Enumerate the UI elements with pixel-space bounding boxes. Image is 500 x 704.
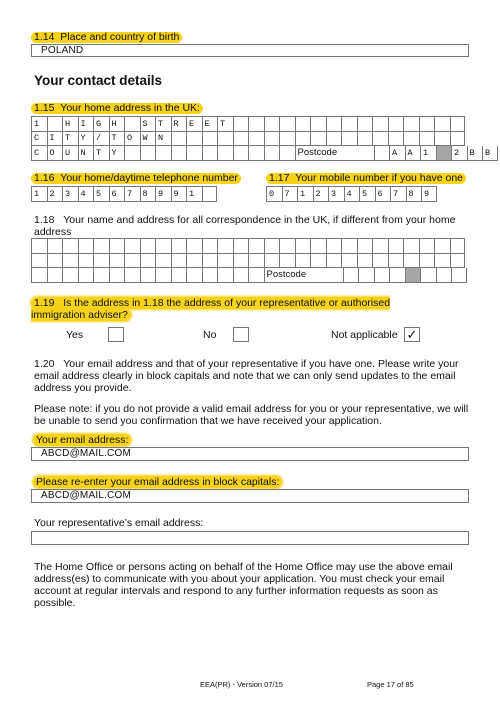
section-title: Your contact details [34, 73, 163, 88]
home-telephone-cells[interactable] [31, 186, 217, 201]
address-cell[interactable] [279, 117, 295, 132]
postcode-label: Postcode [295, 146, 374, 161]
address-cell[interactable] [171, 131, 187, 146]
address-cell[interactable]: C [31, 146, 47, 161]
no-checkbox[interactable] [233, 327, 249, 342]
email-value: ABCD@MAIL.COM [41, 448, 131, 459]
address-cell[interactable]: 1 [31, 117, 47, 132]
mobile-digit-cell[interactable]: 7 [282, 187, 298, 202]
correspondence-cell[interactable] [62, 239, 78, 254]
rep-email-label: Your representative’s email address: [34, 517, 204, 529]
q120-text [34, 358, 469, 394]
address-cell[interactable]: Y [109, 146, 125, 161]
address-cell[interactable] [124, 146, 140, 161]
correspondence-cell[interactable] [62, 253, 78, 268]
phone-digit-cell[interactable]: 7 [124, 187, 140, 202]
address-cell[interactable] [248, 131, 264, 146]
correspondence-line-1[interactable] [31, 238, 465, 253]
q116-label-text: Your home/daytime telephone number [60, 172, 238, 184]
correspondence-cell[interactable] [202, 253, 218, 268]
correspondence-postcode-cell[interactable] [358, 268, 374, 283]
address-cell[interactable]: I [47, 131, 63, 146]
mobile-digit-cell[interactable]: 8 [406, 187, 422, 202]
correspondence-cell[interactable] [310, 239, 326, 254]
phone-digit-cell[interactable]: 5 [93, 187, 109, 202]
correspondence-postcode-cell[interactable] [420, 268, 436, 283]
correspondence-cell[interactable] [217, 268, 233, 283]
correspondence-cell[interactable] [248, 253, 264, 268]
correspondence-postcode-cell[interactable] [374, 268, 390, 283]
mobile-digit-cell[interactable]: 4 [344, 187, 360, 202]
correspondence-cell[interactable] [295, 239, 311, 254]
address-cell[interactable] [217, 131, 233, 146]
address-cell[interactable] [388, 117, 404, 132]
correspondence-cell[interactable] [124, 253, 140, 268]
county-cells[interactable] [31, 146, 295, 161]
q120-note: Please note: if you do not provide a valid email address for you or your representative, we will be unable to send you confirmation that we have received your application. [34, 403, 469, 427]
address-cell[interactable] [403, 131, 419, 146]
address-cell[interactable] [264, 131, 280, 146]
correspondence-cell[interactable] [217, 253, 233, 268]
postcode-cell[interactable]: A [389, 146, 405, 161]
birthplace-value: POLAND [41, 45, 84, 56]
phone-digit-cell[interactable]: 6 [109, 187, 125, 202]
address-cell[interactable] [403, 117, 419, 132]
correspondence-postcode-cell[interactable] [436, 268, 452, 283]
q118-label-text: Your name and address for all correspondence in the UK, if different from your home address [34, 214, 456, 238]
address-cell[interactable] [233, 146, 249, 161]
email-label [33, 434, 131, 446]
address-cell[interactable]: N [155, 131, 171, 146]
address-cell[interactable] [279, 131, 295, 146]
correspondence-cell[interactable] [434, 239, 450, 254]
correspondence-cell[interactable] [264, 239, 280, 254]
reenter-email-label-text: Please re-enter your email address in block capitals: [33, 476, 282, 488]
correspondence-postcode-cell[interactable] [451, 268, 467, 283]
address-cell[interactable]: O [124, 131, 140, 146]
correspondence-cell[interactable] [326, 253, 342, 268]
correspondence-cell[interactable] [171, 268, 187, 283]
phone-digit-cell[interactable]: 9 [171, 187, 187, 202]
correspondence-cell[interactable] [419, 239, 435, 254]
phone-digit-cell[interactable]: 4 [78, 187, 94, 202]
postcode-cell[interactable]: B [467, 146, 483, 161]
correspondence-cell[interactable] [109, 239, 125, 254]
correspondence-cell[interactable] [357, 239, 373, 254]
mobile-digit-cell[interactable]: 9 [421, 187, 437, 202]
address-cell[interactable] [341, 117, 357, 132]
correspondence-cell[interactable] [155, 268, 171, 283]
correspondence-cell[interactable] [434, 253, 450, 268]
correspondence-cell[interactable] [93, 268, 109, 283]
mobile-number-cells[interactable] [266, 186, 437, 201]
no-label: No [203, 329, 217, 341]
address-cell[interactable]: C [31, 131, 47, 146]
mobile-digit-cell[interactable]: 0 [266, 187, 282, 202]
email-label-text: Your email address: [33, 434, 131, 446]
address-cell[interactable] [217, 146, 233, 161]
correspondence-cell[interactable] [248, 239, 264, 254]
correspondence-cell[interactable] [403, 239, 419, 254]
rep-email-field[interactable] [31, 531, 469, 545]
postcode-cell[interactable] [374, 146, 390, 161]
mobile-digit-cell[interactable]: 5 [359, 187, 375, 202]
address-cell[interactable] [295, 117, 311, 132]
correspondence-postcode-cell[interactable] [389, 268, 405, 283]
address-cell[interactable]: T [155, 117, 171, 132]
correspondence-cell[interactable] [403, 253, 419, 268]
q115-number: 1.15 [34, 102, 55, 114]
q117-number: 1.17 [269, 172, 290, 184]
address-cell[interactable]: T [217, 117, 233, 132]
correspondence-line-2[interactable] [31, 253, 465, 268]
correspondence-cell[interactable] [140, 239, 156, 254]
home-address-line-2[interactable] [31, 131, 465, 146]
correspondence-cell[interactable] [171, 253, 187, 268]
address-cell[interactable] [171, 146, 187, 161]
correspondence-cell[interactable] [419, 253, 435, 268]
q119-label [31, 297, 441, 321]
address-cell[interactable] [202, 146, 218, 161]
postcode-cell[interactable]: 2 [451, 146, 467, 161]
correspondence-line-3[interactable] [31, 268, 467, 283]
correspondence-cell[interactable] [264, 253, 280, 268]
address-cell[interactable] [419, 131, 435, 146]
mobile-digit-cell[interactable]: 6 [375, 187, 391, 202]
address-cell[interactable] [341, 131, 357, 146]
address-cell[interactable] [186, 146, 202, 161]
correspondence-cell[interactable] [124, 239, 140, 254]
address-cell[interactable] [419, 117, 435, 132]
address-cell[interactable] [295, 131, 311, 146]
correspondence-cell[interactable] [155, 239, 171, 254]
home-address-line-1[interactable] [31, 116, 465, 131]
address-cell[interactable] [388, 131, 404, 146]
address-cell[interactable] [326, 131, 342, 146]
address-cell[interactable] [326, 117, 342, 132]
correspondence-postcode-cells[interactable] [343, 268, 467, 283]
correspondence-cell[interactable] [372, 253, 388, 268]
address-cell[interactable] [434, 131, 450, 146]
postcode-cells[interactable] [374, 146, 498, 161]
address-cell[interactable]: U [62, 146, 78, 161]
q117-label [266, 173, 466, 184]
correspondence-cell[interactable] [450, 239, 466, 254]
correspondence-postcode-label: Postcode [264, 268, 343, 283]
address-cell[interactable]: O [47, 146, 63, 161]
reenter-email-field[interactable] [31, 489, 469, 503]
q116-label [31, 173, 241, 184]
q114-number: 1.14 [34, 31, 55, 43]
reenter-email-label [33, 476, 282, 488]
address-cell[interactable] [248, 146, 264, 161]
correspondence-cell[interactable] [93, 253, 109, 268]
q114-label-text: Place and country of birth [60, 31, 180, 43]
address-cell[interactable]: S [140, 117, 156, 132]
correspondence-cell[interactable] [109, 268, 125, 283]
address-cell[interactable] [372, 131, 388, 146]
address-cell[interactable] [248, 117, 264, 132]
address-cell[interactable] [124, 117, 140, 132]
address-cell[interactable]: I [78, 117, 94, 132]
mobile-digit-cell[interactable]: 3 [328, 187, 344, 202]
correspondence-cell[interactable] [310, 253, 326, 268]
address-cell[interactable] [434, 117, 450, 132]
phone-digit-cell[interactable]: 9 [155, 187, 171, 202]
correspondence-cells[interactable] [31, 268, 264, 283]
address-cell[interactable] [186, 131, 202, 146]
correspondence-cell[interactable] [357, 253, 373, 268]
correspondence-cell[interactable] [62, 268, 78, 283]
address-cell[interactable]: E [186, 117, 202, 132]
correspondence-cell[interactable] [295, 253, 311, 268]
phone-digit-cell[interactable]: 3 [62, 187, 78, 202]
correspondence-cell[interactable] [31, 239, 47, 254]
correspondence-cell[interactable] [78, 239, 94, 254]
address-cell[interactable] [233, 117, 249, 132]
disclaimer: The Home Office or persons acting on behalf of the Home Office may use the above email address(es) to communicate with you about your application. You must check your email account at regular intervals and respond to any further information requests as soon as possible. [34, 561, 453, 609]
address-cell[interactable] [310, 131, 326, 146]
address-cell[interactable]: T [93, 146, 109, 161]
address-cell[interactable]: N [78, 146, 94, 161]
correspondence-cell[interactable] [279, 253, 295, 268]
q114-label [31, 32, 182, 43]
correspondence-postcode-cell[interactable] [405, 268, 421, 283]
address-cell[interactable]: T [109, 131, 125, 146]
address-cell[interactable]: W [140, 131, 156, 146]
not-applicable-checkbox[interactable] [404, 327, 420, 342]
reenter-email-value: ABCD@MAIL.COM [41, 490, 131, 501]
correspondence-cell[interactable] [47, 268, 63, 283]
mobile-digit-cell[interactable]: 1 [297, 187, 313, 202]
phone-digit-cell[interactable]: 1 [31, 187, 47, 202]
correspondence-cell[interactable] [31, 268, 47, 283]
home-address-line-3[interactable] [31, 146, 498, 161]
correspondence-cell[interactable] [140, 268, 156, 283]
correspondence-cell[interactable] [78, 268, 94, 283]
correspondence-cell[interactable] [202, 268, 218, 283]
correspondence-cell[interactable] [279, 239, 295, 254]
address-cell[interactable] [279, 146, 295, 161]
postcode-cell[interactable]: B [482, 146, 498, 161]
q119-number: 1.19 [34, 297, 55, 309]
address-cell[interactable] [310, 117, 326, 132]
address-cell[interactable] [357, 117, 373, 132]
correspondence-cell[interactable] [31, 253, 47, 268]
correspondence-cell[interactable] [109, 253, 125, 268]
yes-checkbox[interactable] [108, 327, 124, 342]
address-cell[interactable] [357, 131, 373, 146]
address-cell[interactable] [140, 146, 156, 161]
correspondence-cell[interactable] [47, 239, 63, 254]
address-cell[interactable]: E [202, 117, 218, 132]
phone-digit-cell[interactable]: 8 [140, 187, 156, 202]
correspondence-cell[interactable] [171, 239, 187, 254]
q119-label-text: Is the address in 1.18 the address of your representative or authorised immigration adviser? [31, 297, 391, 321]
phone-digit-cell[interactable]: 2 [47, 187, 63, 202]
correspondence-cell[interactable] [341, 253, 357, 268]
address-cell[interactable] [264, 146, 280, 161]
postcode-cell[interactable]: 1 [420, 146, 436, 161]
not-applicable-label: Not applicable [331, 329, 398, 341]
q118-label [34, 214, 466, 238]
q118-number: 1.18 [34, 214, 55, 226]
phone-digit-cell[interactable]: 1 [186, 187, 202, 202]
postcode-cell[interactable]: A [405, 146, 421, 161]
correspondence-cell[interactable] [186, 239, 202, 254]
footer-version: EEA(PR) - Version 07/15 [200, 680, 283, 689]
address-cell[interactable]: Y [78, 131, 94, 146]
address-cell[interactable] [47, 117, 63, 132]
address-cell[interactable]: R [171, 117, 187, 132]
address-cell[interactable]: / [93, 131, 109, 146]
mobile-digit-cell[interactable]: 7 [390, 187, 406, 202]
correspondence-cell[interactable] [248, 268, 264, 283]
checkmark-icon: ✓ [406, 327, 418, 342]
address-cell[interactable] [264, 117, 280, 132]
q120-number: 1.20 [34, 358, 55, 370]
yes-label: Yes [66, 329, 84, 341]
q117-label-text: Your mobile number if you have one [295, 172, 463, 184]
correspondence-cell[interactable] [341, 239, 357, 254]
q115-label [31, 103, 203, 114]
correspondence-cell[interactable] [388, 253, 404, 268]
phone-digit-cell[interactable] [202, 187, 218, 202]
email-field[interactable] [31, 447, 469, 461]
address-cell[interactable] [450, 117, 466, 132]
q115-label-text: Your home address in the UK: [60, 102, 200, 114]
address-cell[interactable] [155, 146, 171, 161]
correspondence-cell[interactable] [155, 253, 171, 268]
correspondence-cell[interactable] [326, 239, 342, 254]
address-cell[interactable] [372, 117, 388, 132]
q116-number: 1.16 [34, 172, 55, 184]
address-cell[interactable] [450, 131, 466, 146]
correspondence-cell[interactable] [93, 239, 109, 254]
correspondence-cell[interactable] [140, 253, 156, 268]
correspondence-cell[interactable] [233, 239, 249, 254]
address-cell[interactable] [202, 131, 218, 146]
postcode-cell[interactable] [436, 146, 452, 161]
footer-page-number: Page 17 of 85 [367, 680, 414, 689]
correspondence-cell[interactable] [202, 239, 218, 254]
correspondence-cell[interactable] [217, 239, 233, 254]
correspondence-cell[interactable] [78, 253, 94, 268]
address-cell[interactable]: T [62, 131, 78, 146]
q120-description: Your email address and that of your representative if you have one. Please write your email address clearly in block capitals and note that we can only send updates to the email address you provide. [34, 358, 459, 394]
correspondence-cell[interactable] [186, 253, 202, 268]
correspondence-cell[interactable] [388, 239, 404, 254]
address-cell[interactable] [233, 131, 249, 146]
address-cell[interactable]: H [62, 117, 78, 132]
correspondence-cell[interactable] [233, 253, 249, 268]
correspondence-cell[interactable] [450, 253, 466, 268]
correspondence-cell[interactable] [47, 253, 63, 268]
correspondence-cell[interactable] [233, 268, 249, 283]
correspondence-cell[interactable] [186, 268, 202, 283]
correspondence-cell[interactable] [372, 239, 388, 254]
birthplace-field[interactable] [31, 44, 469, 57]
address-cell[interactable]: H [109, 117, 125, 132]
address-cell[interactable]: G [93, 117, 109, 132]
mobile-digit-cell[interactable]: 2 [313, 187, 329, 202]
correspondence-cell[interactable] [124, 268, 140, 283]
correspondence-postcode-cell[interactable] [343, 268, 359, 283]
